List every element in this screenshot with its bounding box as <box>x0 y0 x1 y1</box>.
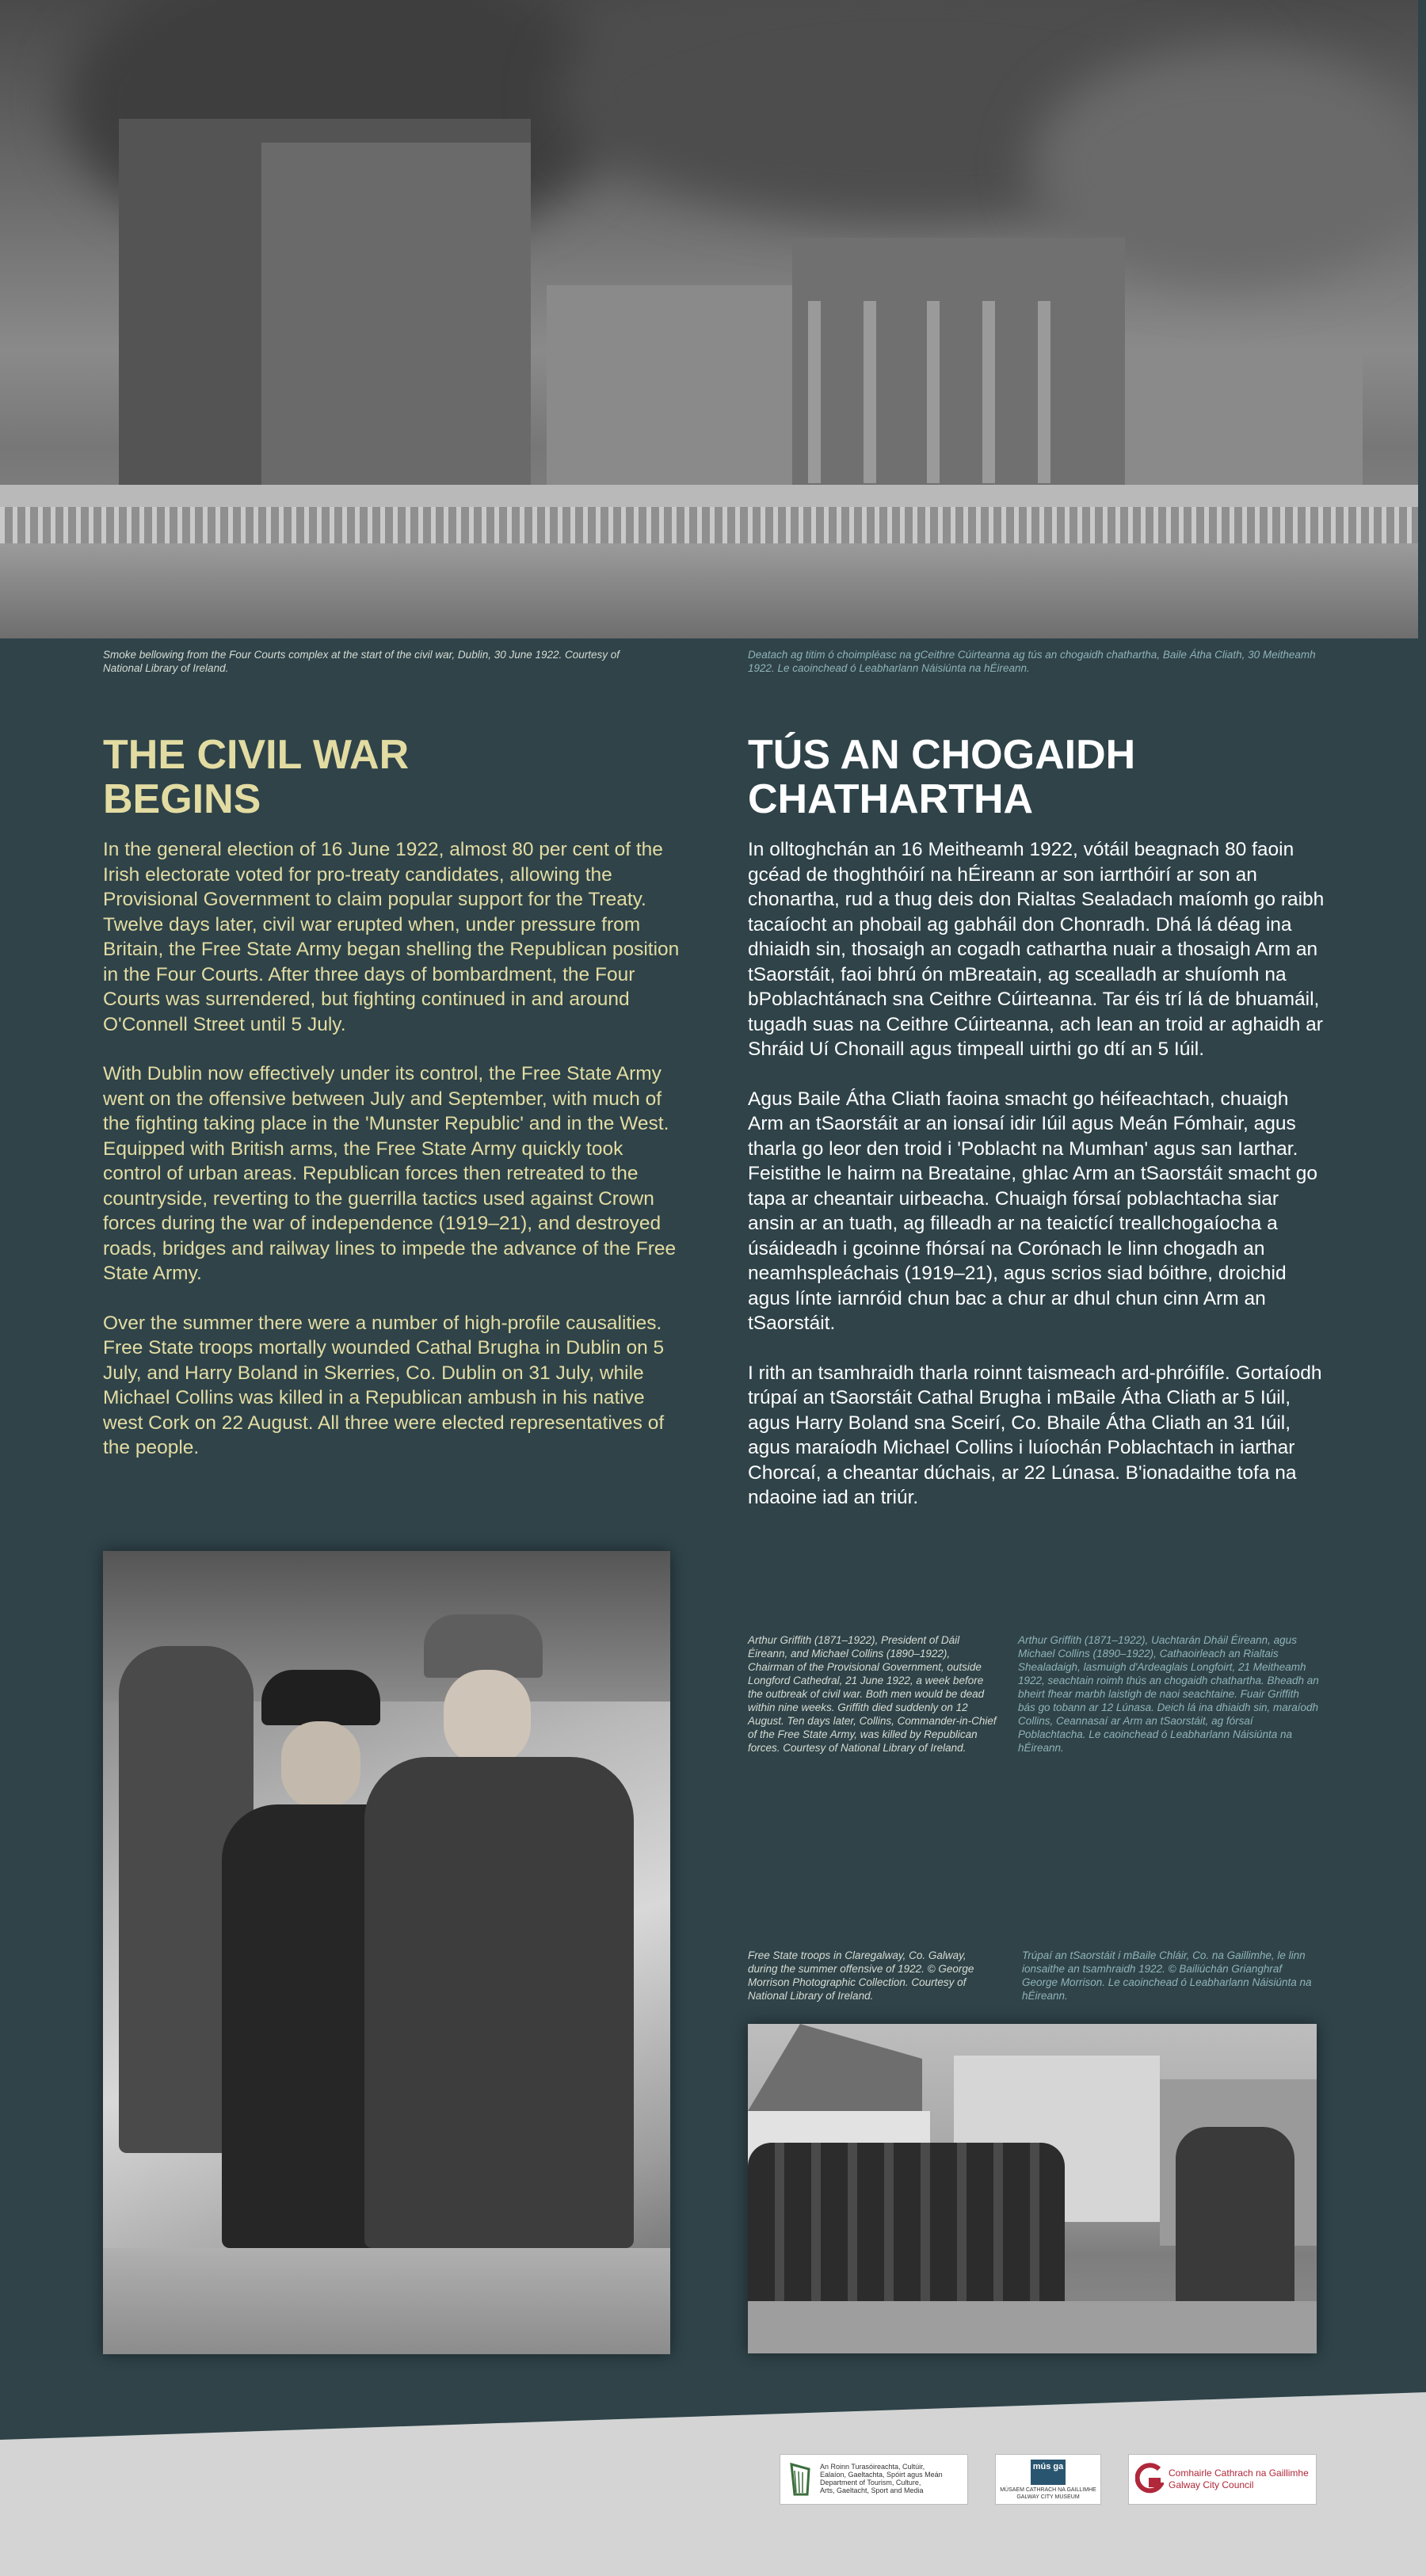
title-line: THE CIVIL WAR <box>103 732 410 778</box>
logo-line: Arts, Gaeltacht, Sport and Media <box>820 2486 924 2494</box>
council-logo <box>1128 2454 1317 2505</box>
council-emblem-icon <box>1135 2463 1164 2496</box>
body-paragraph: I rith an tsamhraidh tharla roinnt taismeach ard-phróifíle. Gortaíodh trúpaí an tSaorstáit Cathal Brugha i mBaile Átha Cliath ar 5 Iúil, agus Harry Boland sna Sceirí, Co. Bhaile Átha Cliath an 31 Iúil, agus maraíodh Michael Collins i luíochán Poblachtach in iarthar Chorcaí, a cheantar dúchais, ar 22 Lúnasa. B'ionadaithe tofa na ndaoine iad an triúr. <box>748 1362 1322 1508</box>
hero-caption-irish: Deatach ag titim ó choimpléasc na gCeithre Cúirteanna ag tús an chogaidh chathartha, Baile Átha Cliath, 30 Meitheamh 1922. Le caoinchead ó Leabharlann Náisiúnta na hÉireann. <box>748 649 1316 674</box>
page-title-english <box>103 733 409 821</box>
photo-griffith-collins <box>103 1551 670 2354</box>
page-title-irish <box>748 733 1135 821</box>
logo-line: Department of Tourism, Culture, <box>820 2479 921 2486</box>
harp-icon <box>787 2461 814 2498</box>
hero-caption-english: Smoke bellowing from the Four Courts complex at the start of the civil war, Dublin, 30 June 1922. Courtesy of National Library of Ireland. <box>103 649 620 674</box>
title-line: BEGINS <box>103 776 261 822</box>
body-text-irish <box>748 837 1326 1535</box>
logo-line: Comhairle Cathrach na Gaillimhe <box>1169 2467 1309 2479</box>
body-text-english <box>103 837 681 1485</box>
body-paragraph: Agus Baile Átha Cliath faoina smacht go héifeachtach, chuaigh Arm an tSaorstáit ar an ionsaí idir Iúil agus Meán Fómhair, agus tharla go leor den troid i 'Poblacht na Mumhan' agus san Iarthar. Feistithe le hairm na Breataine, ghlac Arm an tSaorstáit smacht go tapa ar cheantair uirbeacha. Chuaigh fórsaí poblachtacha siar ansin ar an tuath, ag filleadh ar na teaictící treallchogaíocha a úsáideadh i gcoinne fhórsaí na Corónach le linn chogadh an neamhspleáchais (1919–21), agus scrios siad bóithre, droichid agus línte iarnróid chun bac a chur ar dhul chun cinn Arm an tSaorstáit. <box>748 1088 1318 1334</box>
logo-line: Ealaíon, Gaeltachta, Spóirt agus Meán <box>820 2471 943 2479</box>
title-line: CHATHARTHA <box>748 776 1034 822</box>
logo-line: MÚSAEM CATHRACH NA GAILLIMHE <box>1000 2487 1096 2493</box>
griffith-caption-irish: Arthur Griffith (1871–1922), Uachtarán Dháil Éireann, agus Michael Collins (1890–1922), Cathaoirleach an Rialtais Shealadaigh, lasmuigh d'Ardeaglais Longfoirt, 21 Meitheamh 1922, seachtain roimh thús an chogaidh chathartha. Bheadh an bheirt fhear marbh laistigh de naoi seachtaine. Fuair Griffith bás go tobann ar 12 Lúnasa. Deich lá ina dhiaidh sin, maraíodh Collins, Ceannasaí ar Arm an tSaorstáit, ag fórsaí Poblachtacha. Le caoinchead ó Leabharlann Náisiúnta na hÉireann. <box>1018 1634 1319 1754</box>
photo-free-state-troops <box>748 2024 1317 2353</box>
troops-caption-irish: Trúpaí an tSaorstáit i mBaile Chláir, Co. na Gaillimhe, le linn ionsaithe an tsamhraidh 1922. © Bailiúchán Grianghraf George Morrison. Le caoinchead ó Leabharlann Náisiúnta na hÉireann. <box>1022 1949 1312 2002</box>
griffith-caption-english: Arthur Griffith (1871–1922), President of Dáil Éireann, and Michael Collins (1890–1922), Chairman of the Provisional Government, outside Longford Cathedral, 21 June 1922, a week before the outbreak of civil war. Both men would be dead within nine weeks. Griffith died suddenly on 12 August. Ten days later, Collins, Commander-in-Chief of the Free State Army, was killed by Republican forces. Courtesy of National Library of Ireland. <box>748 1634 997 1754</box>
body-paragraph: In olltoghchán an 16 Meitheamh 1922, vótáil beagnach 80 faoin gcéad de thoghthóirí na hÉireann ar son iarrthóirí ar son an chonartha, rud a thug deis don Rialtas Sealadach maíomh go raibh tacaíocht an phobail ag gabháil don Chonradh. Dhá lá déag ina dhiaidh sin, thosaigh an cogadh cathartha nuair a thosaigh Arm an tSaorstáit, faoi bhrú ón mBreatain, ag scealladh ar shuíomh na bPoblachtánach sna Ceithre Cúirteanna. Tar éis trí lá de bhuamáil, tugadh suas na Ceithre Cúirteanna, ach lean an troid ar aghaidh ar Shráid Uí Chonaill agus timpeall uirthi go dtí an 5 Iúil. <box>748 839 1325 1060</box>
hero-photo-four-courts <box>0 0 1418 638</box>
logo-line: Galway City Council <box>1169 2479 1254 2490</box>
museum-mark: mús ga <box>1031 2460 1066 2485</box>
troops-caption-english: Free State troops in Claregalway, Co. Galway, during the summer offensive of 1922. © George Morrison Photographic Collection. Courtesy of National Library of Ireland. <box>748 1949 974 2002</box>
body-paragraph: With Dublin now effectively under its control, the Free State Army went on the offensive between July and September, with much of the fighting taking place in the 'Munster Republic' and in the West. Equipped with British arms, the Free State Army quickly took control of urban areas. Republican forces then retreated to the countryside, reverting to the guerrilla tactics used against Crown forces during the war of independence (1919–21), and destroyed roads, bridges and railway lines to impede the advance of the Free State Army. <box>103 1063 677 1284</box>
body-paragraph: Over the summer there were a number of high-profile causalities. Free State troops mortally wounded Cathal Brugha in Dublin on 5 July, and Harry Boland in Skerries, Co. Dublin on 31 July, while Michael Collins was killed in a Republican ambush in his native west Cork on 22 August. All three were elected representatives of the people. <box>103 1312 665 1458</box>
museum-logo <box>995 2454 1101 2505</box>
title-line: TÚS AN CHOGAIDH <box>748 732 1136 778</box>
department-logo <box>780 2454 968 2505</box>
body-paragraph: In the general election of 16 June 1922, almost 80 per cent of the Irish electorate voted for pro-treaty candidates, allowing the Provisional Government to claim popular support for the Treaty. Twelve days later, civil war erupted when, under pressure from Britain, the Free State Army began shelling the Republican position in the Four Courts. After three days of bombardment, the Four Courts was surrendered, but fighting continued in and around O'Connell Street until 5 July. <box>103 839 680 1035</box>
logo-line: GALWAY CITY MUSEUM <box>1016 2494 1080 2500</box>
logo-line: An Roinn Turasóireachta, Cultúir, <box>820 2463 925 2471</box>
